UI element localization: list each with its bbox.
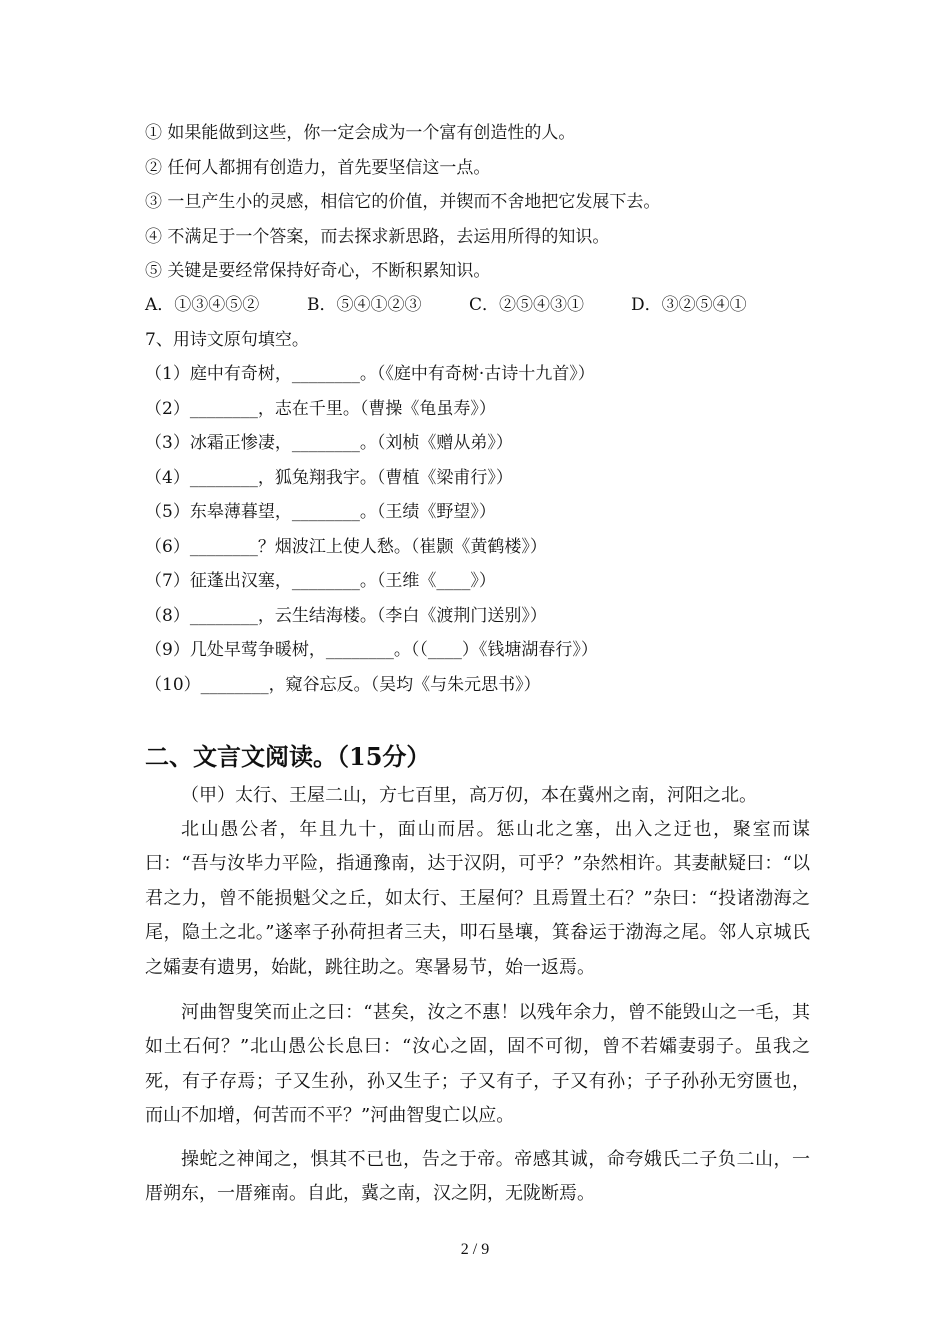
fill-item-7: （7）征蓬出汉塞，________。（王维《____》）	[145, 571, 496, 591]
option-c: C．②⑤④③①	[469, 295, 585, 315]
option-b: B．⑤④①②③	[307, 295, 422, 315]
passage-paragraph-4: 操蛇之神闻之，惧其不已也，告之于帝。帝感其诚，命夸娥氏二子负二山，一厝朔东，一厝雍南。自此，冀之南，汉之阴，无陇断焉。	[145, 1149, 810, 1205]
statement-5: ⑤ 关键是要经常保持好奇心，不断积累知识。	[145, 261, 491, 281]
statement-4: ④ 不满足于一个答案，而去探求新思路，去运用所得的知识。	[145, 227, 610, 247]
fill-item-10: （10）________，窥谷忘反。（吴均《与朱元思书》）	[145, 675, 541, 695]
passage-paragraph-2: 北山愚公者，年且九十，面山而居。惩山北之塞，出入之迂也，聚室而谋曰：“吾与汝毕力平险，指通豫南，达于汉阴，可乎？”杂然相许。其妻献疑曰：“以君之力，曾不能损魁父之丘，如太行、王屋何？且焉置土石？”杂曰：“投诸渤海之尾，隐土之北。”遂率子孙荷担者三夫，叩石垦壤，箕畚运于渤海之尾。邻人京城氏之孀妻有遗男，始龀，跳往助之。寒暑易节，始一返焉。	[145, 819, 810, 978]
question-7-title: 7、用诗文原句填空。	[145, 330, 309, 350]
page-number: 2 / 9	[460, 1241, 490, 1258]
statement-1: ① 如果能做到这些，你一定会成为一个富有创造性的人。	[145, 123, 576, 143]
fill-item-4: （4）________，狐兔翔我宇。（曹植《梁甫行》）	[145, 468, 513, 488]
fill-item-1: （1）庭中有奇树，________。（《庭中有奇树·古诗十九首》）	[145, 364, 595, 384]
statement-3: ③ 一旦产生小的灵感，相信它的价值，并锲而不舍地把它发展下去。	[145, 192, 661, 212]
option-d: D．③②⑤④①	[631, 295, 747, 315]
fill-item-9: （9）几处早莺争暖树，________。（（____）《钱塘湖春行》）	[145, 640, 598, 660]
statement-2: ② 任何人都拥有创造力，首先要坚信这一点。	[145, 158, 491, 178]
passage-paragraph-3: 河曲智叟笑而止之曰：“甚矣，汝之不惠！以残年余力，曾不能毁山之一毛，其如土石何？”北山愚公长息曰：“汝心之固，固不可彻，曾不若孀妻弱子。虽我之死，有子存焉；子又生孙，孙又生子；子又有子，子又有孙；子子孙孙无穷匮也，而山不加增，何苦而不平？”河曲智叟亡以应。	[145, 1002, 810, 1127]
fill-item-2: （2）________，志在千里。（曹操《龟虽寿》）	[145, 399, 496, 419]
fill-item-6: （6）________？烟波江上使人愁。（崔颢《黄鹤楼》）	[145, 537, 547, 557]
passage-paragraph-1: （甲）太行、王屋二山，方七百里，高万仞，本在冀州之南，河阳之北。	[181, 785, 757, 806]
fill-item-8: （8）________，云生结海楼。（李白《渡荆门送别》）	[145, 606, 547, 626]
section-heading: 二、文言文阅读。（15分）	[145, 742, 431, 771]
answer-options	[145, 294, 747, 316]
fill-item-5: （5）东皋薄暮望，________。（王绩《野望》）	[145, 502, 496, 522]
option-a: A．①③④⑤②	[145, 295, 260, 315]
fill-item-3: （3）冰霜正惨凄，________。（刘桢《赠从弟》）	[145, 433, 513, 453]
